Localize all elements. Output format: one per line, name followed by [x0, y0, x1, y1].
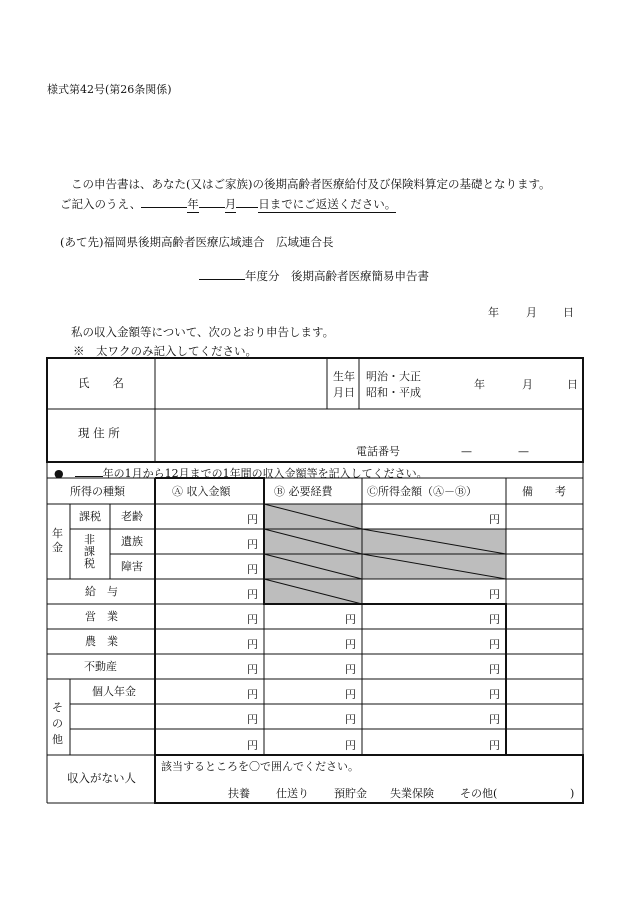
yen-mark: 円	[247, 513, 258, 526]
row-salary: 給 与	[85, 585, 118, 598]
addressee: (あて先)福岡県後期高齢者医療広域連合 広域連合長	[60, 235, 334, 249]
yen-mark: 円	[489, 613, 500, 626]
option-dependent[interactable]: 扶養	[228, 787, 250, 800]
era-option-1[interactable]: 明治・大正	[366, 370, 421, 383]
yen-mark: 円	[247, 739, 258, 752]
row-disability: 障害	[121, 560, 143, 573]
address-label: 現 住 所	[78, 426, 120, 440]
yen-mark: 円	[345, 713, 356, 726]
name-field[interactable]	[157, 360, 325, 407]
col-remarks: 備 考	[522, 485, 566, 498]
yen-mark: 円	[489, 663, 500, 676]
date-day-label: 日	[563, 306, 574, 319]
income-year-field[interactable]	[75, 465, 103, 477]
option-allowance[interactable]: 仕送り	[276, 787, 309, 800]
row-old-age: 老齢	[121, 510, 143, 523]
row-taxable: 課税	[79, 510, 101, 523]
address-field[interactable]	[157, 411, 581, 441]
yen-mark: 円	[247, 563, 258, 576]
row-agriculture: 農 業	[85, 635, 118, 648]
yen-mark: 円	[345, 688, 356, 701]
income-header-text: 年の1月から12月までの1年間の収入金額等を記入してください。	[102, 467, 428, 480]
era-option-2[interactable]: 昭和・平成	[366, 386, 421, 399]
yen-mark: 円	[247, 688, 258, 701]
row-real-estate: 不動産	[84, 660, 117, 673]
birth-month-label: 月	[522, 378, 533, 391]
row-pension: 年金	[52, 527, 63, 554]
yen-mark: 円	[345, 663, 356, 676]
form-title-text: 年度分 後期高齢者医療簡易申告書	[245, 269, 429, 283]
col-expenses: Ⓑ 必要経費	[274, 485, 333, 498]
intro-prefix: ご記入のうえ、	[60, 197, 142, 211]
option-other-close: )	[570, 787, 575, 800]
date-month-label: 月	[526, 306, 537, 319]
note-mark: ※	[73, 344, 85, 358]
yen-mark: 円	[489, 513, 500, 526]
yen-mark: 円	[345, 613, 356, 626]
yen-mark: 円	[489, 713, 500, 726]
intro-line-1: この申告書は、あなた(又はご家族)の後期高齢者医療給付及び保険料算定の基礎となります。	[71, 177, 551, 191]
row-other: その他	[52, 701, 63, 746]
yen-mark: 円	[345, 739, 356, 752]
name-label: 氏 名	[78, 376, 124, 390]
declaration: 私の収入金額等について、次のとおり申告します。	[71, 325, 335, 339]
yen-mark: 円	[247, 713, 258, 726]
col-income: Ⓒ所得金額（Ⓐ－Ⓑ）	[367, 485, 477, 498]
col-revenue: Ⓐ 収入金額	[172, 485, 231, 498]
yen-mark: 円	[489, 688, 500, 701]
form-number: 様式第42号(第26条関係)	[47, 83, 172, 96]
date-year-label: 年	[488, 306, 499, 319]
phone-dash-2: —	[518, 445, 529, 458]
birth-day-label: 日	[567, 378, 578, 391]
return-year-label: 年	[187, 197, 199, 211]
row-nontaxable: 非課税	[84, 533, 95, 570]
phone-dash-1: —	[461, 445, 472, 458]
birth-year-label: 年	[474, 378, 485, 391]
bullet: ●	[54, 467, 64, 480]
option-unemployment[interactable]: 失業保険	[390, 787, 434, 800]
no-income-instruction: 該当するところを〇で囲んでください。	[161, 760, 359, 773]
row-survivor: 遺族	[121, 535, 143, 548]
yen-mark: 円	[247, 663, 258, 676]
income-header	[54, 465, 428, 481]
yen-mark: 円	[489, 739, 500, 752]
phone-label: 電話番号	[356, 445, 400, 458]
row-business: 営 業	[85, 610, 118, 623]
row-private-pension: 個人年金	[92, 685, 136, 698]
yen-mark: 円	[247, 538, 258, 551]
no-income-label: 収入がない人	[67, 771, 136, 785]
yen-mark: 円	[489, 638, 500, 651]
yen-mark: 円	[247, 588, 258, 601]
birth-label-2: 月日	[333, 386, 355, 399]
option-savings[interactable]: 預貯金	[334, 787, 367, 800]
birth-label-1: 生年	[333, 370, 355, 383]
yen-mark: 円	[247, 638, 258, 651]
yen-mark: 円	[489, 588, 500, 601]
note-text: 太ワクのみ記入してください。	[96, 344, 257, 358]
yen-mark: 円	[345, 638, 356, 651]
return-suffix: 日までにご返送ください。	[258, 197, 397, 211]
col-type: 所得の種類	[70, 485, 125, 498]
option-other[interactable]: その他(	[460, 787, 498, 800]
yen-mark: 円	[247, 613, 258, 626]
return-month-label: 月	[224, 197, 237, 211]
